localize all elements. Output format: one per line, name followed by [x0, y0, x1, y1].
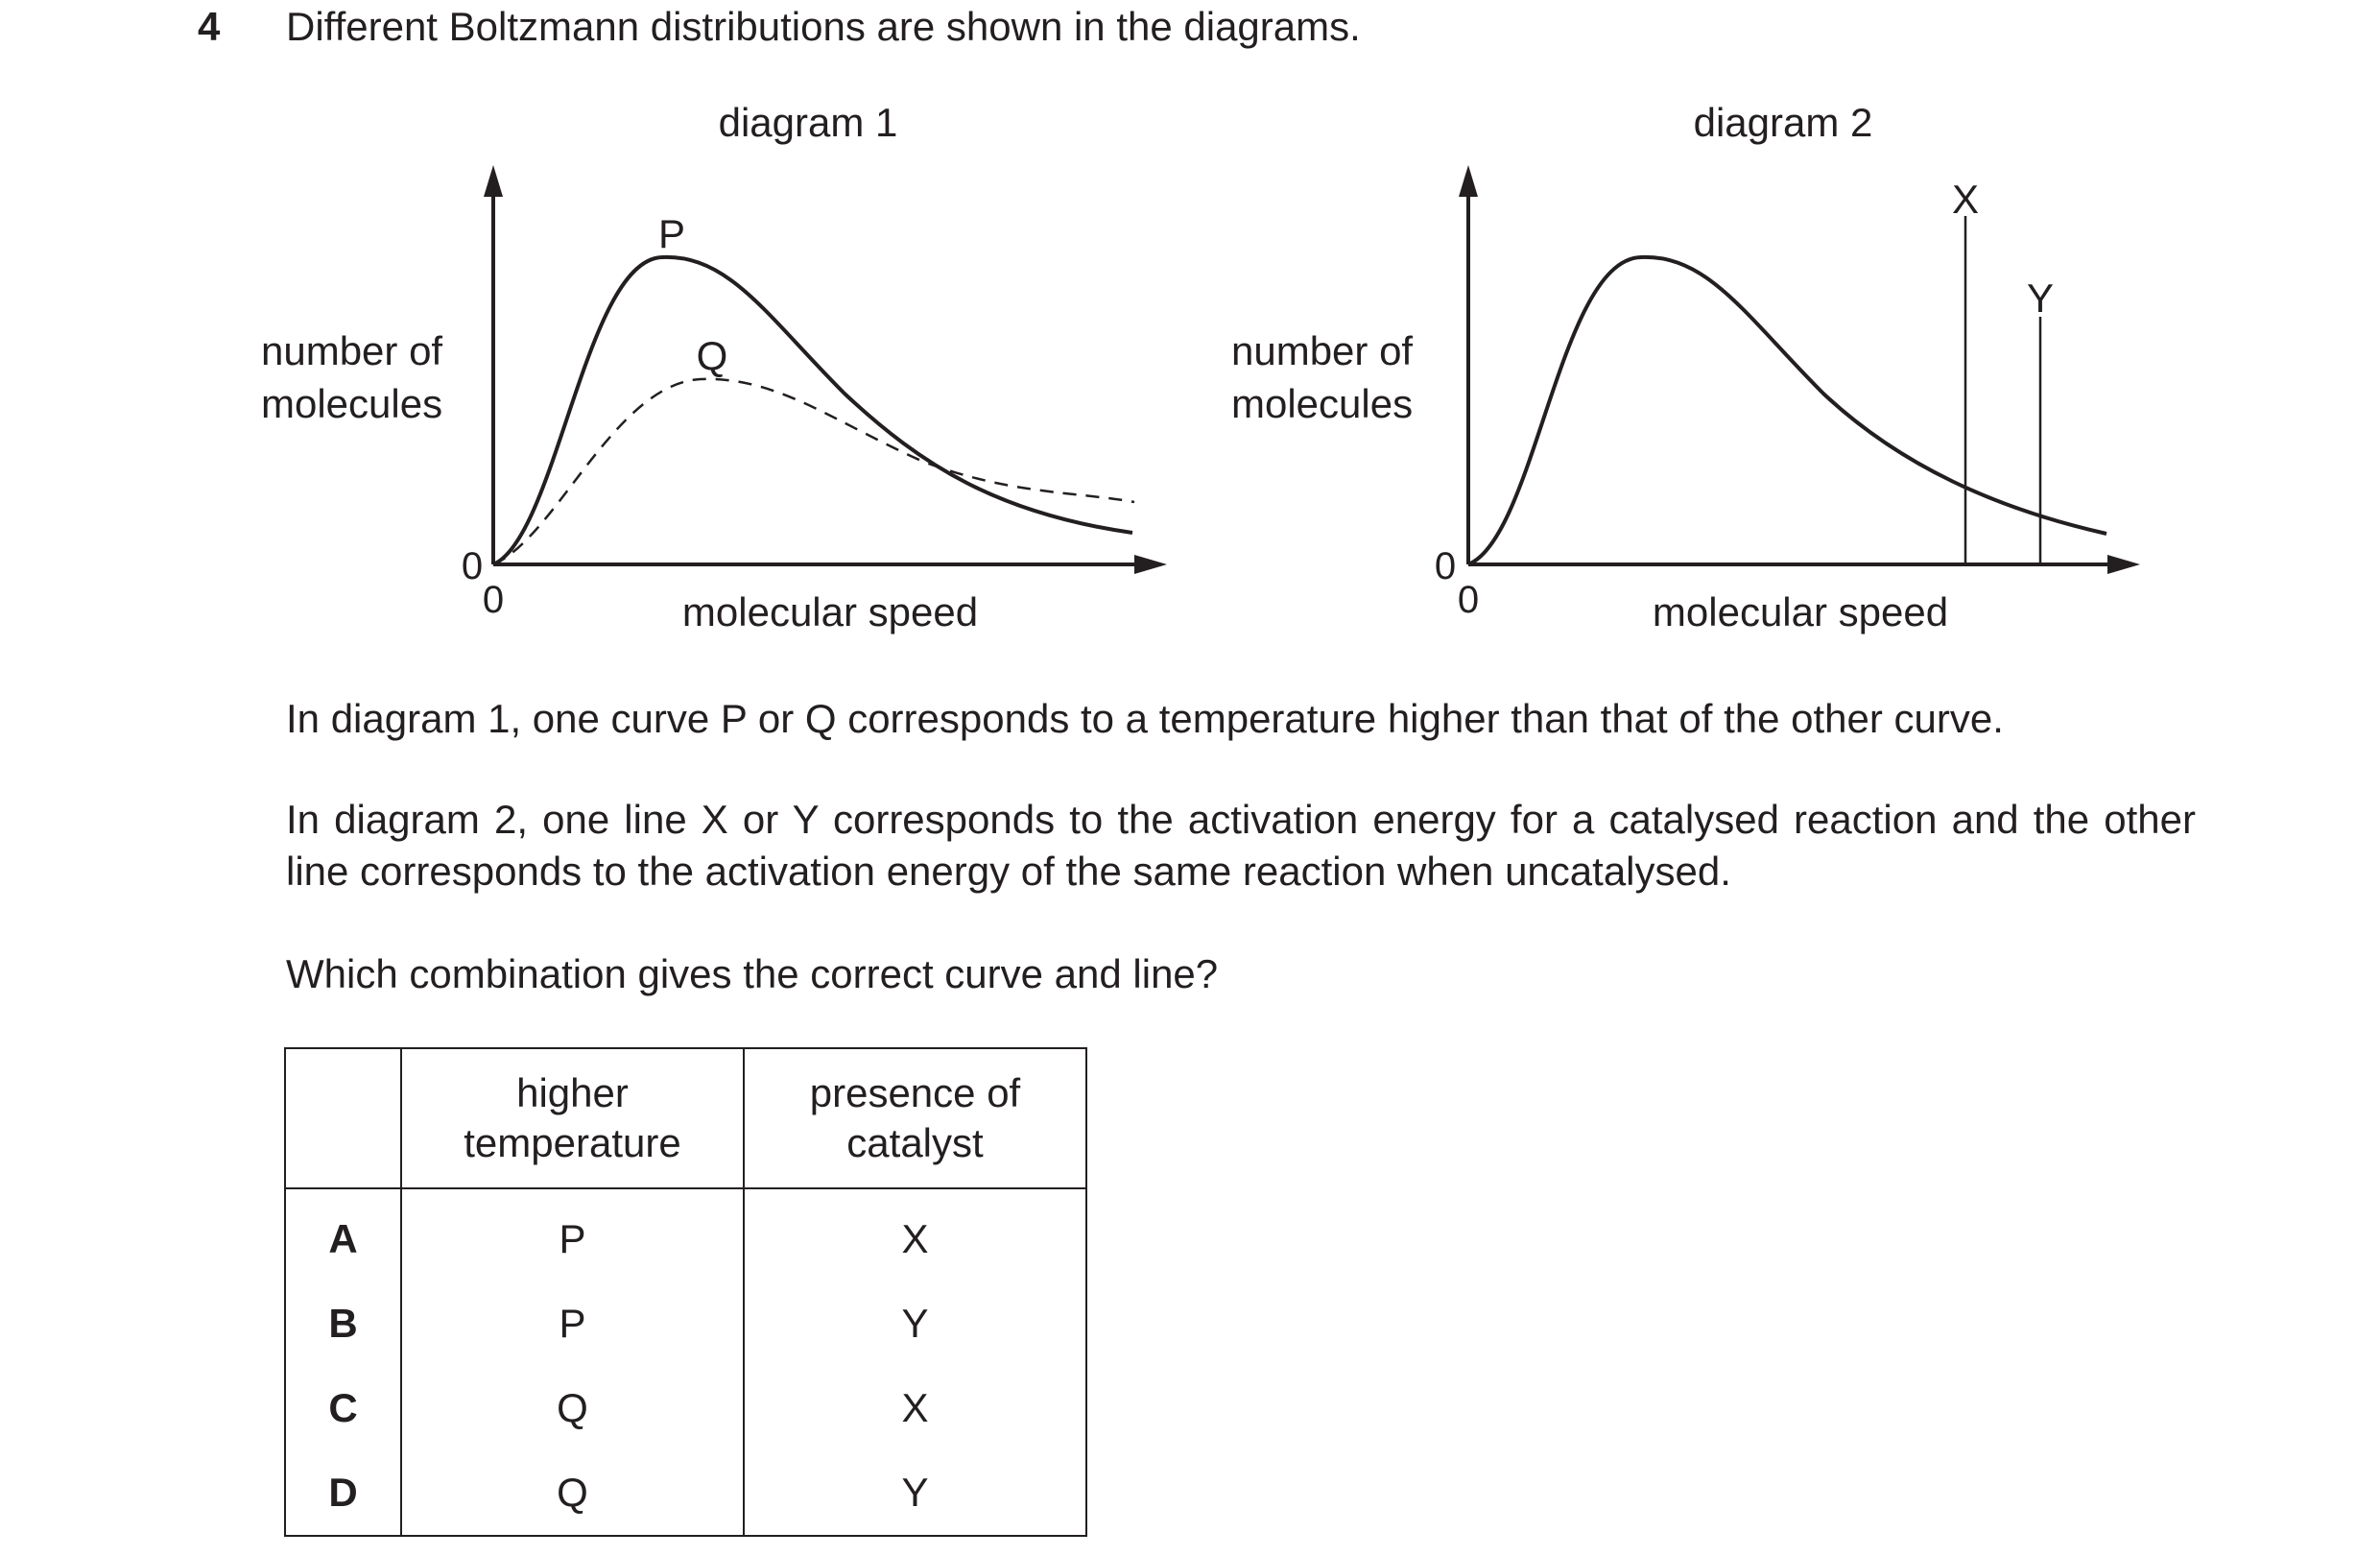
option-label: A — [285, 1188, 401, 1281]
option-label: B — [285, 1281, 401, 1366]
diagram-1-y-arrow-icon — [484, 165, 503, 197]
diagram-2-ylabel-line1: number of — [1231, 328, 1414, 373]
table-row-c[interactable] — [285, 1366, 1086, 1450]
question-stem: Different Boltzmann distributions are shown in the diagrams. — [286, 4, 1361, 49]
paragraph-curve-temperature: In diagram 1, one curve P or Q corresponds to a temperature higher than that of the other curve. — [286, 696, 2004, 741]
diagram-2-origin-x: 0 — [1457, 579, 1480, 621]
question-number: 4 — [198, 4, 221, 49]
curve-p — [493, 257, 1132, 564]
temperature-cell: Q — [401, 1366, 744, 1450]
curve-q-label: Q — [696, 333, 728, 378]
catalyst-cell: X — [744, 1366, 1086, 1450]
diagram-2-y-arrow-icon — [1459, 165, 1478, 197]
table-row-b[interactable] — [285, 1281, 1086, 1366]
option-label: C — [285, 1366, 401, 1450]
catalyst-cell: Y — [744, 1450, 1086, 1536]
header-presence-of-catalyst: presence of catalyst — [744, 1048, 1086, 1188]
diagram-1-title: diagram 1 — [718, 100, 898, 145]
catalyst-cell: Y — [744, 1281, 1086, 1366]
temperature-cell: Q — [401, 1450, 744, 1536]
table-row-d[interactable] — [285, 1450, 1086, 1536]
answer-table-header — [285, 1048, 1086, 1188]
line-x-label: X — [1951, 177, 1980, 222]
diagram-2-xlabel: molecular speed — [1652, 589, 1949, 634]
header-empty-cell — [285, 1048, 401, 1188]
diagram-1-ylabel-line1: number of — [261, 328, 443, 373]
diagram-1-xlabel: molecular speed — [681, 589, 979, 634]
diagram-1-ylabel-line2: molecules — [261, 381, 443, 426]
diagram-2 — [1231, 100, 2140, 634]
curve-p-label: P — [657, 211, 686, 256]
diagram-2-origin-y: 0 — [1434, 545, 1457, 587]
paragraph-activation-energy: In diagram 2, one line X or Y corresponds to the activation energy for a catalysed reaction and the other line corresponds to the activation energy of the same reaction when uncatalysed. — [286, 797, 2196, 894]
distribution-curve — [1468, 257, 2106, 564]
table-row-a[interactable] — [285, 1188, 1086, 1281]
temperature-cell: P — [401, 1281, 744, 1366]
diagram-2-ylabel-line2: molecules — [1231, 381, 1414, 426]
diagram-1-x-arrow-icon — [1134, 555, 1167, 574]
diagram-2-title: diagram 2 — [1693, 100, 1873, 145]
temperature-cell: P — [401, 1188, 744, 1281]
catalyst-cell: X — [744, 1188, 1086, 1281]
boltzmann-diagrams — [0, 0, 2380, 653]
line-y-label: Y — [2026, 275, 2055, 321]
diagram-1-origin-x: 0 — [482, 579, 505, 621]
curve-q — [493, 379, 1134, 564]
header-higher-temperature: higher temperature — [401, 1048, 744, 1188]
diagram-1 — [261, 100, 1167, 634]
answer-table — [284, 1047, 1087, 1537]
paragraph-question: Which combination gives the correct curve and line? — [286, 951, 1219, 996]
diagram-2-x-arrow-icon — [2107, 555, 2140, 574]
option-label: D — [285, 1450, 401, 1536]
diagram-1-origin-y: 0 — [461, 545, 484, 587]
